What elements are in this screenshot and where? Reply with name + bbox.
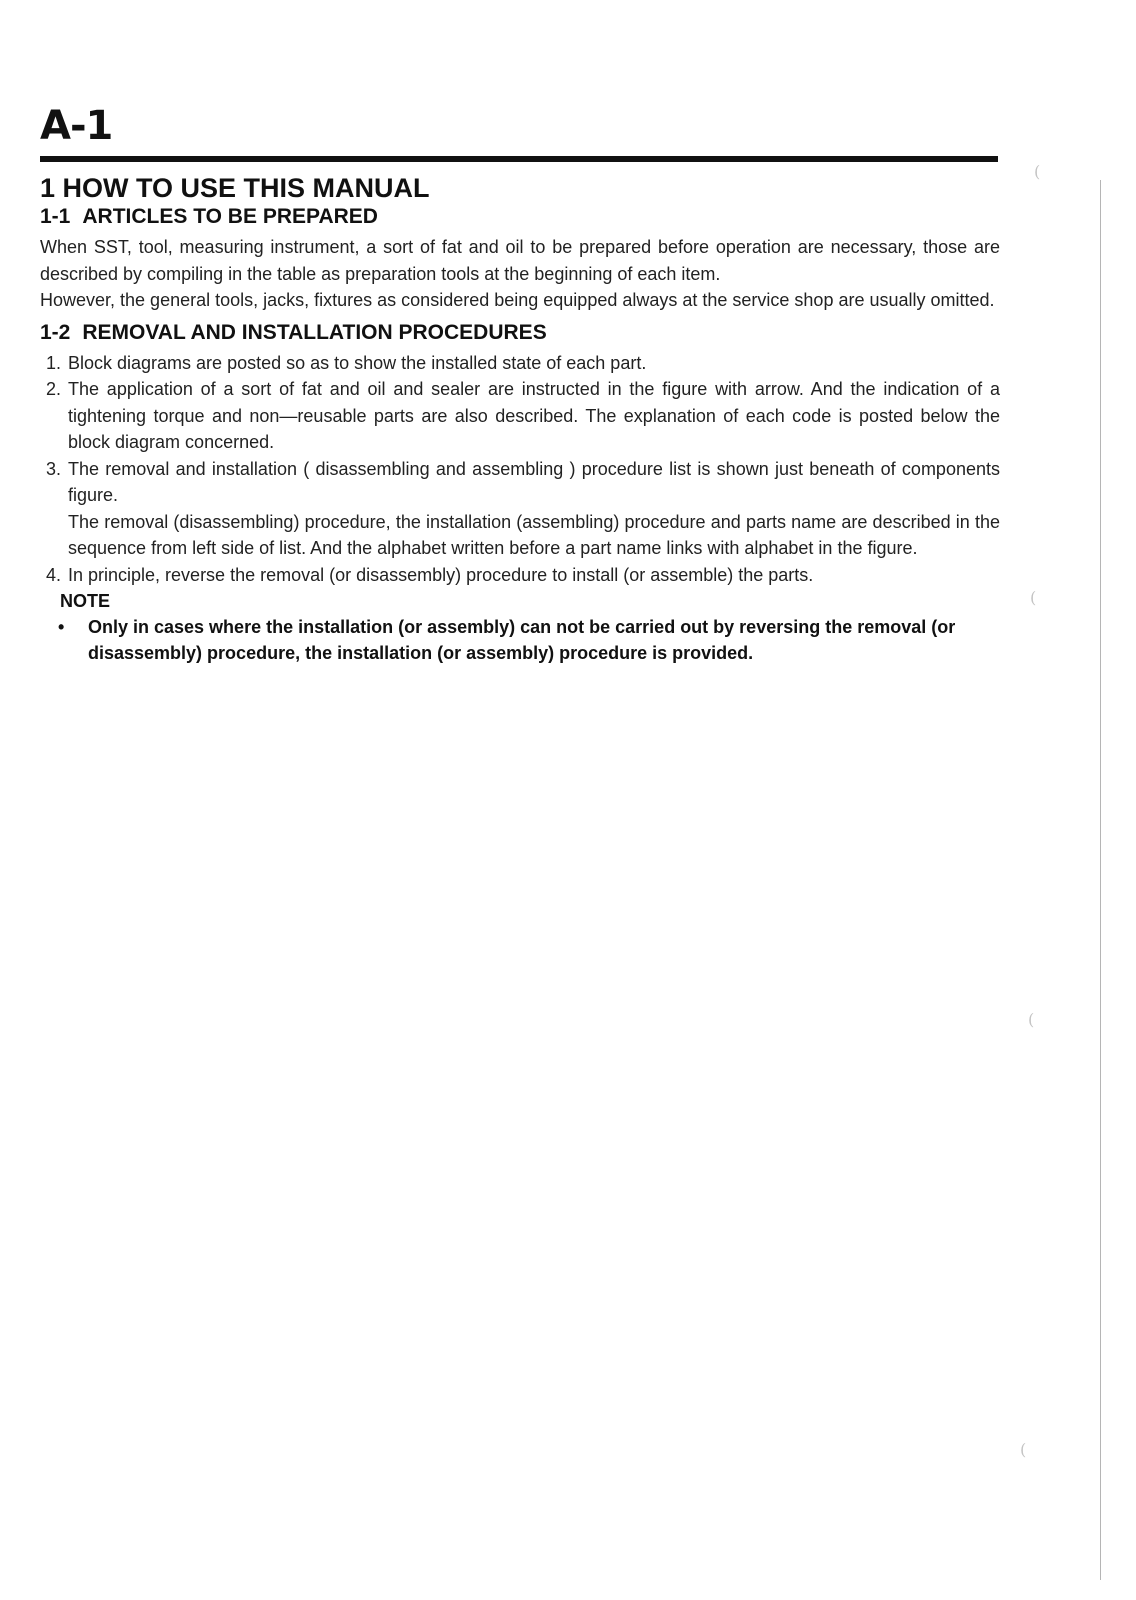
note-title: NOTE [60, 591, 111, 611]
list-item [40, 350, 1000, 377]
list-item-number: 1. [46, 352, 62, 373]
header-rule [40, 156, 998, 162]
list-item-text-continued: The removal (disassembling) procedure, the installation (assembling) procedure and parts name are described in the sequence from left side of list. And the alphabet written before a part name links with alphabet in the figure. [68, 511, 1000, 558]
subsection-title-text: ARTICLES TO BE PREPARED [82, 205, 378, 228]
paragraph-articles-1: When SST, tool, measuring instrument, a sort of fat and oil to be prepared before operation are necessary, those are described by compiling in the table as preparation tools at the beginning of each item. [40, 237, 1000, 284]
section-title [40, 172, 1000, 204]
list-item-number: 2. [46, 379, 62, 399]
scan-mark: ( [1028, 1010, 1035, 1029]
bullet-icon: • [58, 617, 65, 637]
subsection-number: 1-2 [40, 320, 71, 344]
note-item [40, 614, 1000, 666]
subsection-title-text: REMOVAL AND INSTALLATION PROCEDURES [82, 320, 547, 344]
list-item-number: 3. [46, 458, 62, 479]
paragraph-articles-2: However, the general tools, jacks, fixtures as considered being equipped always at the service shop are usually omitted. [40, 290, 995, 310]
scan-mark: ( [1020, 1440, 1027, 1459]
list-item [40, 376, 1000, 456]
subsection-number: 1-1 [40, 205, 71, 228]
main-content [40, 172, 1000, 666]
list-item [40, 456, 1000, 562]
list-item-number: 4. [46, 564, 62, 585]
scan-mark: ( [1034, 162, 1041, 181]
subsection-1-1-title [40, 204, 1000, 230]
list-item [40, 562, 1000, 589]
scan-mark: ( [1030, 588, 1037, 607]
list-item-text: The application of a sort of fat and oil and sealer are instructed in the figure with arrow. And the indication of a tightening torque and non—reusable parts are also described. The explanation of each code is posted below the block diagram concerned. [68, 379, 1000, 452]
note-text: Only in cases where the installation (or assembly) can not be carried out by reversing the removal (or disassembly) procedure, the installation (or assembly) procedure is provided. [88, 617, 956, 663]
page-code: A-1 [40, 103, 113, 149]
section-title-text: HOW TO USE THIS MANUAL [62, 173, 430, 203]
section-number: 1 [40, 173, 56, 203]
list-item-text: The removal and installation ( disassembling and assembling ) procedure list is shown just beneath of components figure. [68, 458, 1000, 505]
scan-edge-line [1100, 180, 1101, 1580]
subsection-1-2-title [40, 320, 1000, 346]
list-item-text: Block diagrams are posted so as to show the installed state of each part. [68, 352, 647, 373]
list-item-text: In principle, reverse the removal (or disassembly) procedure to install (or assemble) the parts. [68, 564, 814, 585]
